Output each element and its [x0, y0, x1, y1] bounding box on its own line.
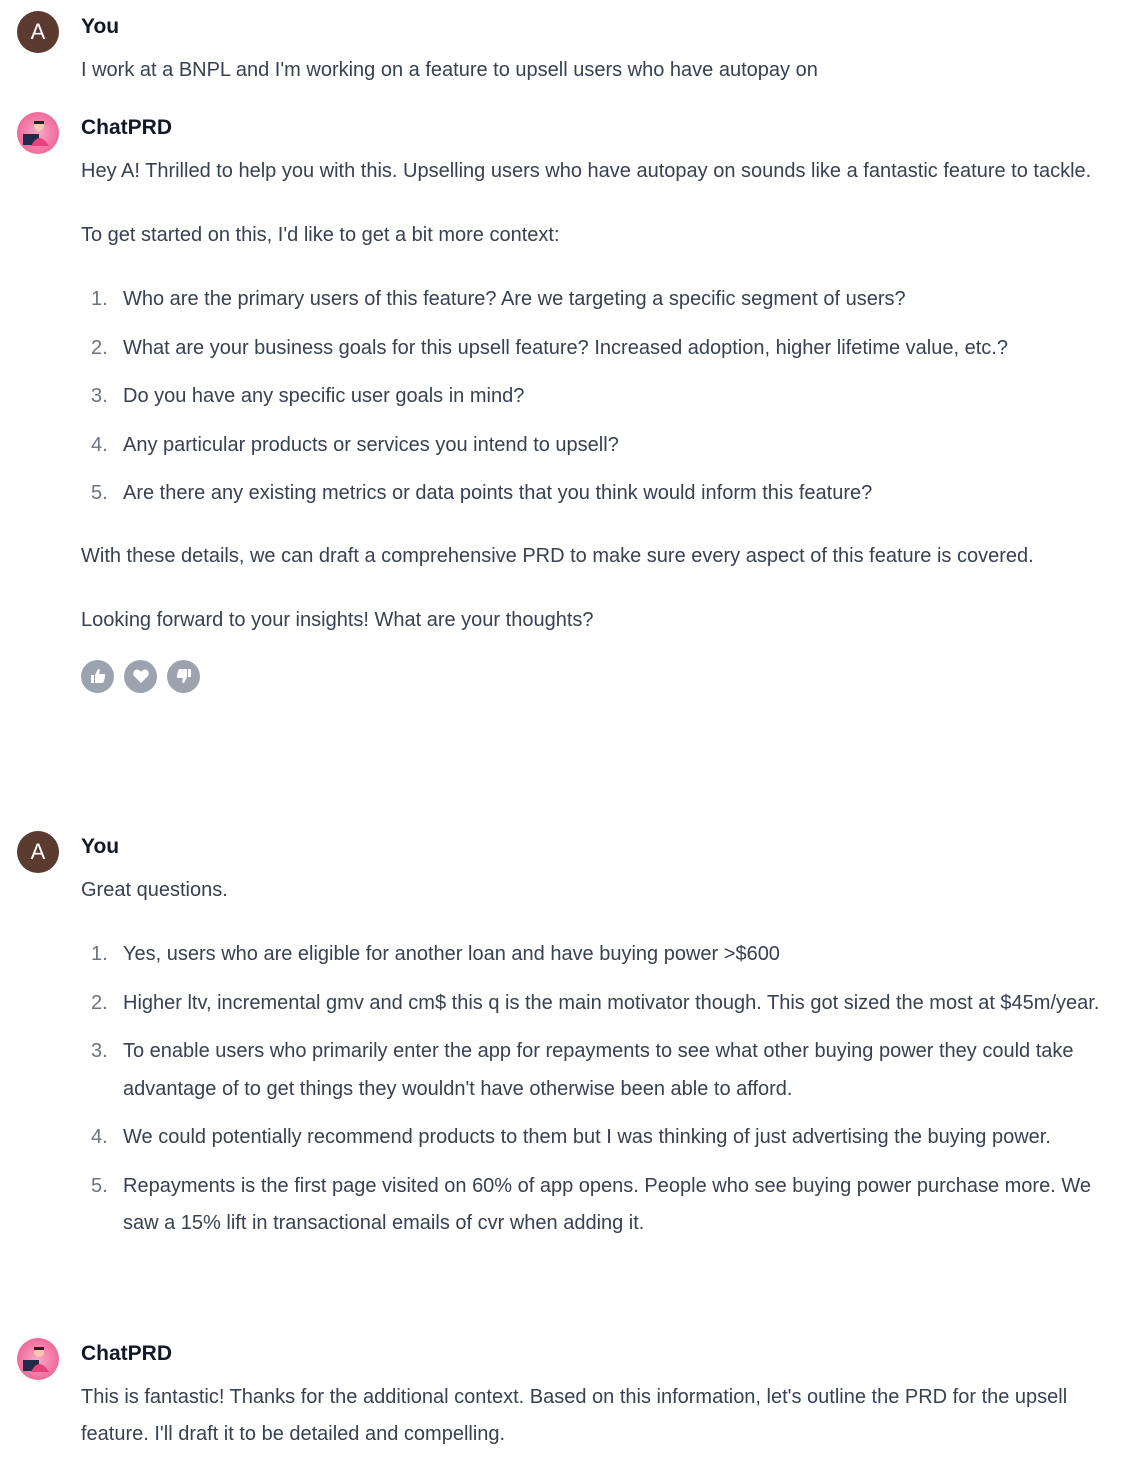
list-item: 1. Who are the primary users of this feature? Are we targeting a specific segment of users?	[91, 288, 906, 310]
message-text: This is fantastic! Thanks for the additional context. Based on this information, let's outline the PRD for the upsell feature. I'll draft it to be detailed and compelling.	[81, 1386, 1068, 1445]
user-avatar: A	[17, 11, 59, 53]
list-item: 5. Repayments is the first page visited on 60% of app opens. People who see buying power purchase more. We saw a 15% lift in transactional emails of cvr when adding it.	[91, 1174, 1091, 1234]
heart-icon[interactable]	[124, 660, 157, 693]
list-item: 4. We could potentially recommend products to them but I was thinking of just advertising the buying power.	[91, 1126, 1051, 1148]
list-item: 3. Do you have any specific user goals in mind?	[91, 385, 525, 407]
message-text: To get started on this, I'd like to get a bit more context:	[81, 224, 560, 246]
answer-list	[81, 936, 1111, 1243]
list-item: 2. What are your business goals for this upsell feature? Increased adoption, higher lifetime value, etc.?	[91, 336, 1008, 359]
list-item: 3. To enable users who primarily enter the app for repayments to see what other buying power they could take advantage of to get things they wouldn't have otherwise been able to afford.	[91, 1040, 1074, 1100]
thumbs-down-icon[interactable]	[167, 660, 200, 693]
reaction-bar	[81, 660, 1111, 693]
author-name: You	[81, 15, 120, 38]
list-item: 4. Any particular products or services you intend to upsell?	[91, 433, 619, 456]
user-avatar: A	[17, 831, 59, 873]
author-name: ChatPRD	[81, 116, 173, 139]
message-text: Great questions.	[81, 879, 228, 901]
message-text: Looking forward to your insights! What are your thoughts?	[81, 608, 594, 631]
message-text: With these details, we can draft a comprehensive PRD to make sure every aspect of this feature is covered.	[81, 544, 1034, 567]
message-text: Hey A! Thrilled to help you with this. Upselling users who have autopay on sounds like a fantastic feature to tackle.	[81, 160, 1092, 182]
question-list	[81, 281, 1111, 513]
chatprd-avatar	[17, 1338, 59, 1380]
message-text: I work at a BNPL and I'm working on a feature to upsell users who have autopay on	[81, 59, 818, 81]
thumbs-up-icon[interactable]	[81, 660, 114, 693]
list-item: 1. Yes, users who are eligible for another loan and have buying power >$600	[91, 943, 780, 965]
author-name: You	[81, 835, 120, 858]
list-item: 5. Are there any existing metrics or data points that you think would inform this feature?	[91, 482, 873, 504]
author-name: ChatPRD	[81, 1342, 173, 1365]
list-item: 2. Higher ltv, incremental gmv and cm$ this q is the main motivator though. This got sized the most at $45m/year.	[91, 991, 1100, 1014]
chatprd-avatar	[17, 112, 59, 154]
